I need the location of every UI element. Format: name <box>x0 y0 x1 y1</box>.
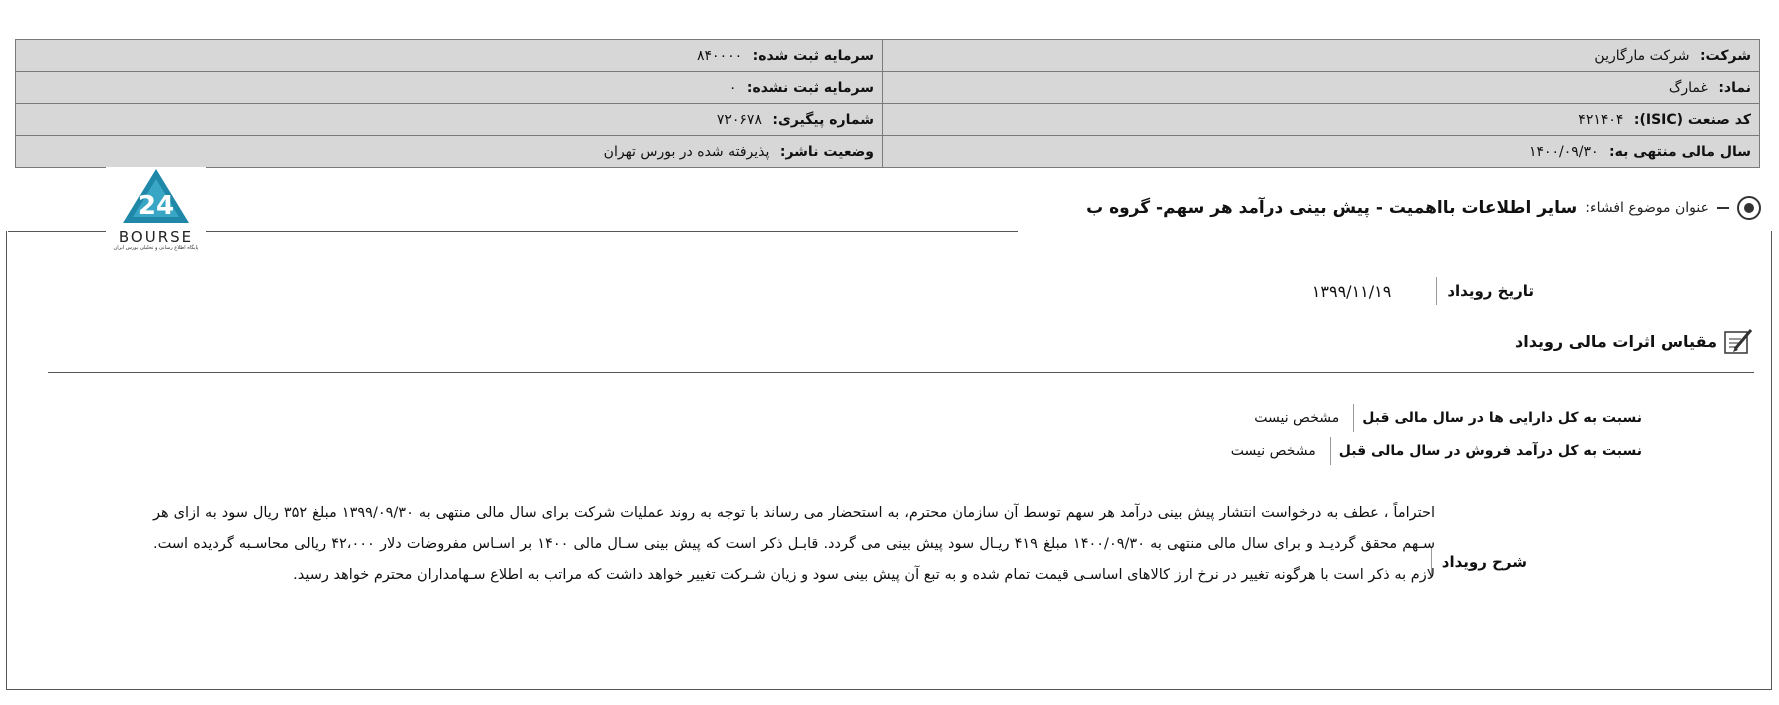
subject-label: عنوان موضوع افشاء: <box>1585 200 1709 216</box>
tracking-value: ۷۲۰۶۷۸ <box>716 111 762 128</box>
divider <box>48 372 1754 373</box>
unregistered-capital-value: ۰ <box>728 79 737 96</box>
divider <box>1436 277 1437 305</box>
unregistered-capital-label: سرمایه ثبت نشده: <box>746 79 874 96</box>
fiscal-year-cell <box>883 136 1760 168</box>
unregistered-capital-cell <box>16 72 883 104</box>
info-row <box>16 72 1760 104</box>
publisher-status-cell <box>16 136 883 168</box>
publisher-status-label: وضعیت ناشر: <box>779 143 874 160</box>
info-row <box>16 136 1760 168</box>
disclosure-subject <box>1086 193 1761 223</box>
description-label-row <box>1431 547 1527 577</box>
ratio-assets-row <box>1254 404 1642 432</box>
description-text: احتراماً ، عطف به درخواست انتشار پیش بینی درآمد هر سهم توسط آن سازمان محترم، به استحضار می رساند با توجه به روند عملیات شرکت برای سال مالی منتهی به ۱۳۹۹/۰۹/۳۰ مبلغ ۳۵۲ ریال سود به ازای هر سـهم محقق گردیـد و برای سال مالی منتهی به ۱۴۰۰/۰۹/۳۰ مبلغ ۴۱۹ ریـال سود پیش بینی می گردد. قابـل ذکر است که پیش بینی سـال مالی ۱۴۰۰ بر اسـاس مفروضات دلار ۴۲،۰۰۰ ریالی محاسـبه گردیده است. لازم به ذکر است با هرگونه تغییر در نرخ ارز کالاهای اساسـی قیمت تمام شده و به تبع آن پیش بینی سود و زیان شـرکت تغییر خواهد داشت که مراتب به اطلاع سـهامداران محترم خواهد رسید. <box>153 505 1436 583</box>
logo-text: BOURSE <box>118 228 194 246</box>
fiscal-year-label: سال مالی منتهی به: <box>1609 143 1751 160</box>
isic-value: ۴۲۱۴۰۴ <box>1578 111 1624 128</box>
registered-capital-value: ۸۴۰۰۰۰ <box>697 47 743 64</box>
info-row <box>16 40 1760 72</box>
description-label: شرح رویداد <box>1441 553 1527 571</box>
svg-text:24: 24 <box>137 191 175 221</box>
subject-title: سایر اطلاعات بااهمیت - پیش بینی درآمد هر سهم- گروه ب <box>1086 198 1578 218</box>
registered-capital-label: سرمایه ثبت شده: <box>752 47 874 64</box>
event-date-label: تاریخ رویداد <box>1447 282 1534 300</box>
isic-cell <box>883 104 1760 136</box>
company-value: شرکت مارگارین <box>1594 47 1690 64</box>
event-date-row <box>1312 277 1534 305</box>
ratio-assets-value: مشخص نیست <box>1254 410 1340 426</box>
logo-mark-icon <box>121 167 191 225</box>
publisher-status-value: پذیرفته شده در بورس تهران <box>603 143 770 160</box>
target-icon <box>1737 196 1761 220</box>
company-info-table <box>15 39 1760 168</box>
bourse-logo <box>106 167 206 259</box>
ratio-sales-label: نسبت به کل درآمد فروش در سال مالی قبل <box>1338 443 1642 459</box>
company-cell <box>883 40 1760 72</box>
info-row <box>16 104 1760 136</box>
company-label: شرکت: <box>1699 47 1751 64</box>
tracking-label: شماره پیگیری: <box>772 111 874 128</box>
divider <box>1330 437 1331 465</box>
isic-label: کد صنعت (ISIC): <box>1633 111 1751 128</box>
fiscal-year-value: ۱۴۰۰/۰۹/۳۰ <box>1528 143 1599 160</box>
edit-note-icon <box>1723 327 1753 355</box>
symbol-cell <box>883 72 1760 104</box>
logo-subtext: پایگاه اطلاع رسانی و تحلیلی بورس ایران <box>113 245 199 251</box>
financial-effects-heading <box>1515 327 1753 355</box>
tracking-cell <box>16 104 883 136</box>
ratio-sales-value: مشخص نیست <box>1230 443 1316 459</box>
ratio-assets-label: نسبت به کل دارایی ها در سال مالی قبل <box>1362 410 1642 426</box>
symbol-value: غمارگ <box>1668 79 1708 96</box>
ratio-sales-row <box>1231 437 1642 465</box>
event-date-value: ۱۳۹۹/۱۱/۱۹ <box>1311 281 1392 301</box>
divider <box>1353 404 1354 432</box>
section-title: مقیاس اثرات مالی رویداد <box>1515 331 1717 351</box>
connector-line <box>1717 207 1729 209</box>
registered-capital-cell <box>16 40 883 72</box>
symbol-label: نماد: <box>1718 79 1751 96</box>
